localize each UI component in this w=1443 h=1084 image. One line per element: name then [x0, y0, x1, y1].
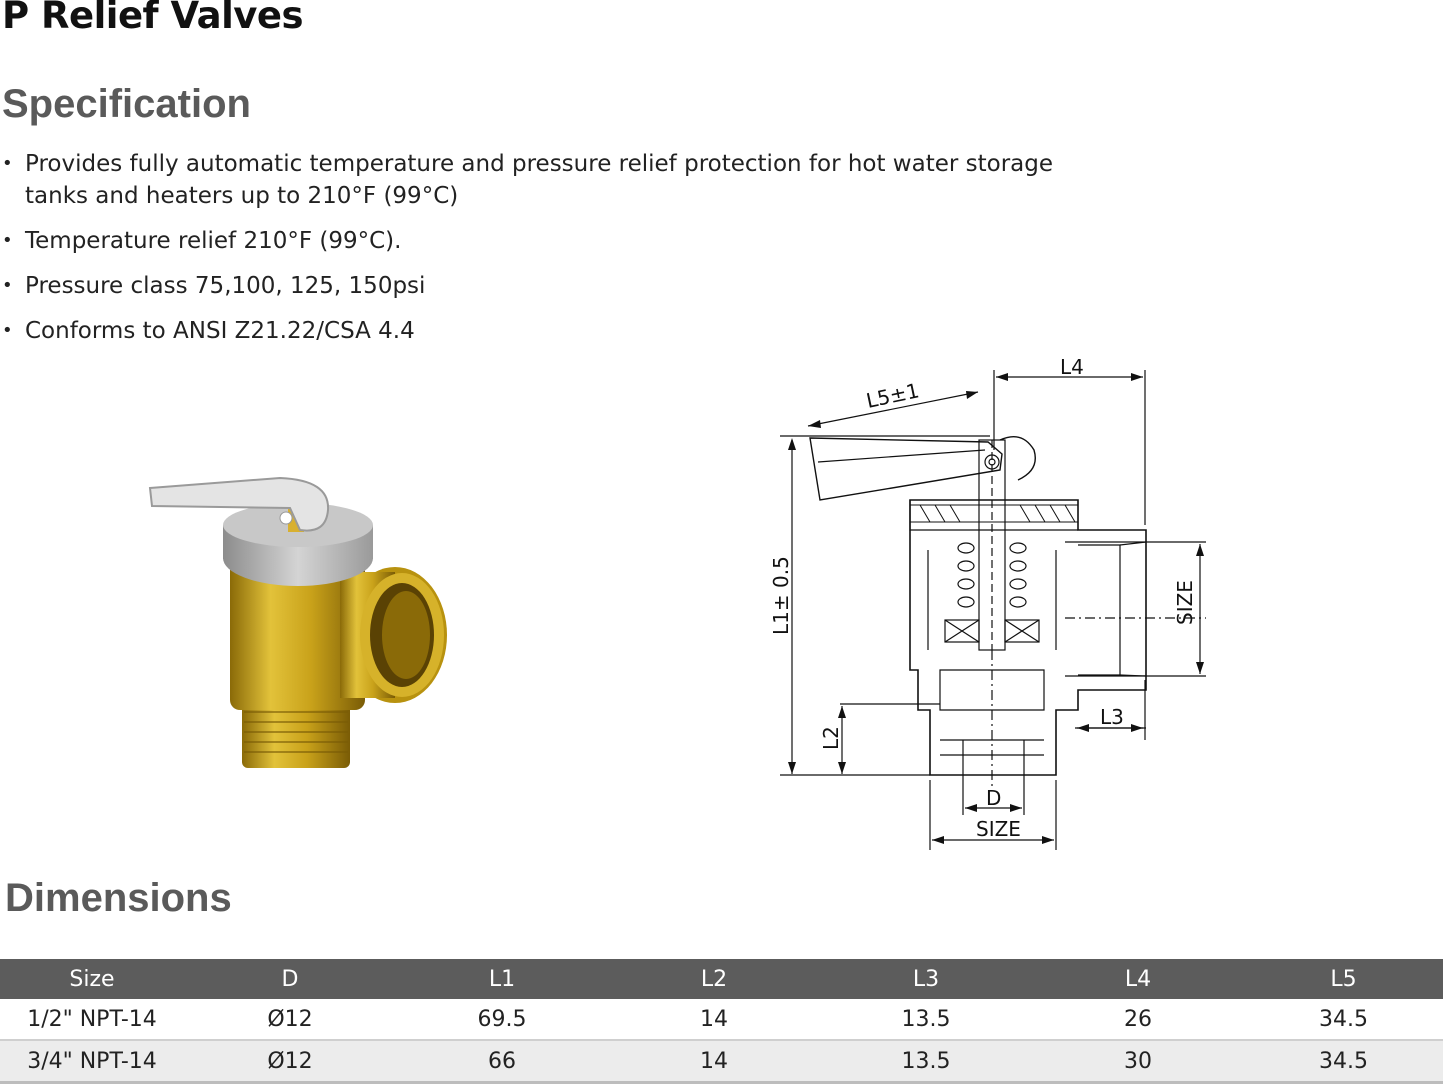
col-l1-header: L1: [396, 959, 608, 999]
dimensions-table: [0, 959, 1443, 1084]
valve-technical-drawing: [760, 350, 1230, 860]
spec-bullet-1: • Provides fully automatic temperature and pressure relief protection for hot water storage tanks and heaters up to 210°F (99°C): [0, 148, 1060, 212]
spec-bullet-3: • Pressure class 75,100, 125, 150psi: [0, 270, 1060, 302]
col-l3-header: L3: [820, 959, 1032, 999]
label-size-right: SIZE: [1173, 580, 1197, 625]
cell-l5: 34.5: [1244, 999, 1443, 1040]
cell-d: Ø12: [184, 999, 396, 1040]
cell-l2: 14: [608, 999, 820, 1040]
cell-l4: 26: [1032, 999, 1244, 1040]
bullet-icon: •: [2, 275, 13, 296]
cell-l4: 30: [1032, 1040, 1244, 1083]
col-l4-header: L4: [1032, 959, 1244, 999]
bullet-icon: •: [2, 230, 13, 251]
label-l1: L1± 0.5: [769, 556, 793, 635]
col-l5-header: L5: [1244, 959, 1443, 999]
cell-size: 1/2" NPT-14: [0, 999, 184, 1040]
col-size-header: Size: [0, 959, 184, 999]
valve-product-image: [140, 460, 460, 780]
col-d-header: D: [184, 959, 396, 999]
table-row: [0, 999, 1443, 1040]
table-row: [0, 1040, 1443, 1083]
col-l2-header: L2: [608, 959, 820, 999]
cell-l3: 13.5: [820, 1040, 1032, 1083]
label-l3: L3: [1100, 705, 1124, 729]
cell-l2: 14: [608, 1040, 820, 1083]
dimensions-heading: Dimensions: [5, 876, 232, 920]
label-l4: L4: [1060, 355, 1084, 379]
bullet-icon: •: [2, 153, 13, 174]
specification-list: [0, 148, 1060, 360]
cell-size: 3/4" NPT-14: [0, 1040, 184, 1083]
cell-l5: 34.5: [1244, 1040, 1443, 1083]
label-size-bottom: SIZE: [976, 817, 1021, 841]
bullet-icon: •: [2, 320, 13, 341]
cell-l1: 69.5: [396, 999, 608, 1040]
cell-l1: 66: [396, 1040, 608, 1083]
cell-l3: 13.5: [820, 999, 1032, 1040]
cell-d: Ø12: [184, 1040, 396, 1083]
label-d: D: [986, 786, 1002, 810]
label-l2: L2: [819, 726, 843, 750]
spec-bullet-4: • Conforms to ANSI Z21.22/CSA 4.4: [0, 315, 1060, 347]
table-header-row: [0, 959, 1443, 999]
page-title: P Relief Valves: [2, 0, 304, 37]
specification-heading: Specification: [2, 82, 251, 126]
label-l5: L5±1: [864, 378, 922, 413]
spec-bullet-2: • Temperature relief 210°F (99°C).: [0, 225, 1060, 257]
